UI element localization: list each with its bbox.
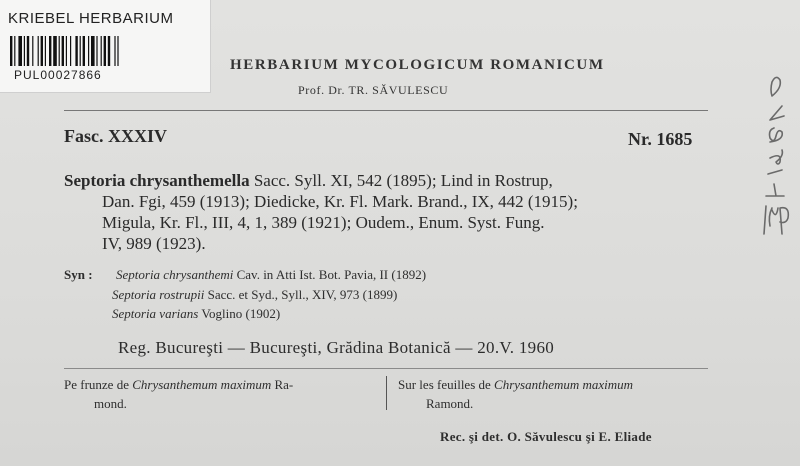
citation-line-1: Sacc. Syll. XI, 542 (1895); Lind in Rostrup, [249,171,553,190]
fascicle-number: Fasc. XXXIV [64,126,167,146]
synonym-citation: Cav. in Atti Ist. Bot. Pavia, II (1892) [233,267,427,282]
herbarium-editor: Prof. Dr. TR. SĂVULESCU [298,83,449,97]
citation-line-3: Migula, Kr. Fl., III, 4, 1, 389 (1921); Oudem., Enum. Syst. Fung. [102,213,545,232]
header-divider [64,110,708,111]
barcode-image [10,36,160,66]
specimen-number: Nr. 1685 [628,129,693,149]
synonym-name: Septoria varians [112,306,199,321]
synonyms-label: Syn : [64,267,93,282]
host-ro-suffix: Ra- [271,377,294,392]
barcode-label [0,0,211,93]
host-french [398,375,708,413]
species-name: Septoria chrysanthemella [64,171,250,190]
host-romanian [64,375,374,413]
citation-line-2: Dan. Fgi, 459 (1913); Diedicke, Kr. Fl. Mark. Brand., IX, 442 (1915); [102,192,578,211]
host-ro-line2: mond. [94,396,127,411]
barcode-number: PUL00027866 [14,68,102,82]
synonyms-block [64,265,426,324]
host-fr-name: Chrysanthemum maximum [494,377,634,392]
citation-line-4: IV, 989 (1923). [102,234,206,253]
host-ro-prefix: Pe frunze de [64,377,133,392]
host-fr-prefix: Sur les feuilles de [398,377,495,392]
synonym-name: Septoria rostrupii [112,286,205,302]
column-divider [386,376,387,410]
collection-locality: Reg. Bucureşti — Bucureşti, Grădina Botanică — 20.V. 1960 [118,338,555,357]
synonym-name: Septoria chrysanthemi [116,267,234,282]
herbarium-title: HERBARIUM MYCOLOGICUM ROMANICUM [230,57,605,73]
synonym-citation: Sacc. et Syd., Syll., XIV, 973 (1899) [204,286,398,302]
locality-divider [64,368,708,369]
host-ro-name: Chrysanthemum maximum [132,377,272,392]
collectors-line: Rec. şi det. O. Săvulescu şi E. Eliade [440,429,652,444]
handwritten-annotation [750,58,794,238]
synonym-citation: Voglino (1902) [198,306,281,321]
species-citation [64,170,710,254]
host-fr-line2: Ramond. [426,396,474,411]
barcode-label-title: KRIEBEL HERBARIUM [8,10,174,27]
